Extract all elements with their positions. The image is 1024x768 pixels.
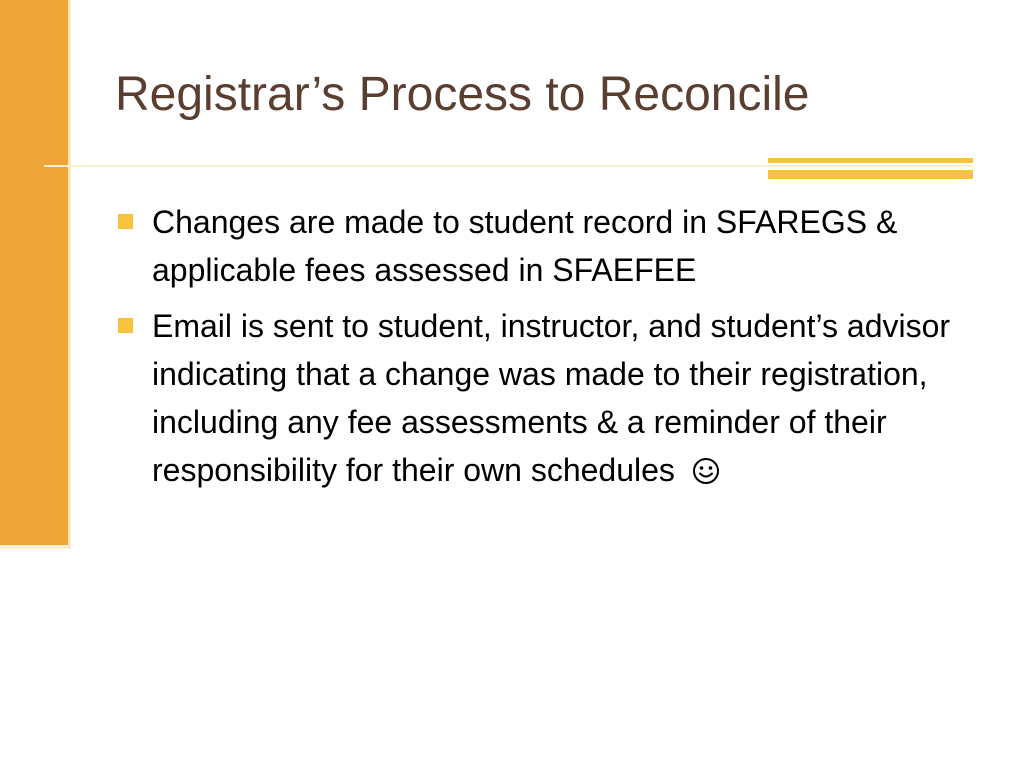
bullet-item xyxy=(118,302,958,494)
bullet-text: Email is sent to student, instructor, and student’s advisor indicating that a change was made to their registration, including any fee assessments & a reminder of their responsibility for their own schedules xyxy=(152,308,951,488)
square-bullet-icon xyxy=(118,214,133,229)
slide-title: Registrar’s Process to Reconcile xyxy=(115,68,810,121)
left-accent-bar xyxy=(0,0,68,545)
bullet-item xyxy=(118,198,958,294)
left-accent-bar-edge xyxy=(68,0,71,549)
square-bullet-icon xyxy=(118,318,133,333)
left-accent-bar-shadow xyxy=(0,545,68,549)
bullet-list xyxy=(118,198,958,502)
smiley-icon xyxy=(692,457,720,485)
bullet-text: Changes are made to student record in SFAREGS & applicable fees assessed in SFAEFEE xyxy=(152,204,898,288)
accent-line-top xyxy=(768,158,973,163)
accent-line-bottom xyxy=(768,170,973,179)
title-divider xyxy=(44,165,974,167)
